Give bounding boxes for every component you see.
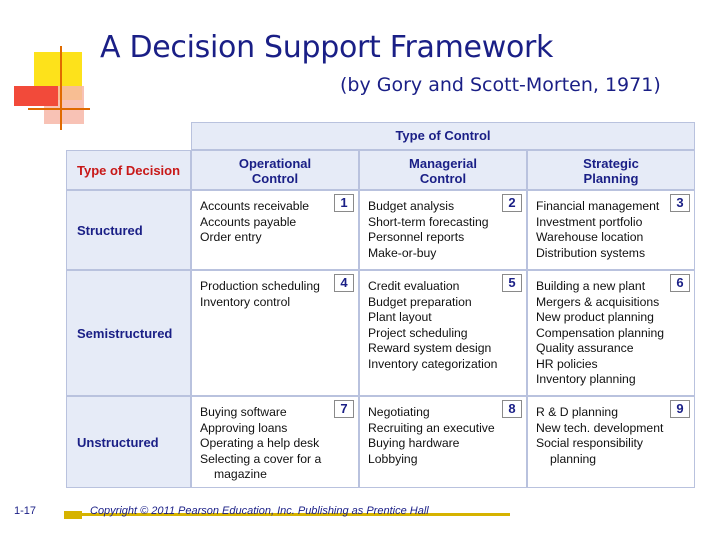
cell-item: Personnel reports bbox=[368, 230, 465, 244]
cell-6 bbox=[527, 270, 695, 396]
cell-item: New product planning bbox=[536, 310, 654, 324]
type-of-decision-header: Type of Decision bbox=[66, 150, 191, 190]
decorative-vertical-line bbox=[60, 46, 62, 130]
column-header-operational bbox=[191, 150, 359, 190]
cell-2 bbox=[359, 190, 527, 270]
cell-item: Accounts payable bbox=[200, 214, 297, 229]
cell-number-badge: 7 bbox=[334, 400, 354, 418]
cell-item: Social responsibility bbox=[536, 436, 644, 450]
cell-number-badge: 3 bbox=[670, 194, 690, 212]
cell-item: Inventory control bbox=[200, 294, 291, 309]
row-label-unstructured: Unstructured bbox=[66, 396, 191, 488]
copyright-text: Copyright © 2011 Pearson Education, Inc. Publishing as Prentice Hall bbox=[90, 505, 429, 517]
cell-9 bbox=[527, 396, 695, 488]
cell-item: HR policies bbox=[536, 356, 598, 371]
cell-1 bbox=[191, 190, 359, 270]
cell-item: Approving loans bbox=[200, 420, 288, 435]
cell-item: R & D planning bbox=[536, 405, 618, 419]
cell-item: Lobbying bbox=[368, 451, 418, 466]
cell-item: Operating a help desk bbox=[200, 436, 320, 450]
column-header-line: Managerial bbox=[409, 156, 477, 171]
cell-number-badge: 2 bbox=[502, 194, 522, 212]
decorative-horizontal-line bbox=[28, 108, 90, 110]
column-header-line: Strategic bbox=[583, 156, 639, 171]
cell-number-badge: 9 bbox=[670, 400, 690, 418]
cell-7 bbox=[191, 396, 359, 488]
cell-item: planning bbox=[550, 451, 597, 466]
column-header-line: Control bbox=[419, 171, 467, 186]
cell-item: Selecting a cover for a bbox=[200, 451, 322, 466]
cell-item: Reward system design bbox=[368, 341, 492, 355]
row-label-semistructured: Semistructured bbox=[66, 270, 191, 396]
cell-8 bbox=[359, 396, 527, 488]
type-of-control-header: Type of Control bbox=[191, 122, 695, 150]
cell-number-badge: 1 bbox=[334, 194, 354, 212]
cell-item: Compensation planning bbox=[536, 325, 665, 340]
cell-item: Short-term forecasting bbox=[368, 214, 489, 229]
cell-item: Budget preparation bbox=[368, 294, 472, 309]
cell-item: magazine bbox=[214, 467, 267, 481]
cell-item: Budget analysis bbox=[368, 199, 455, 213]
cell-item: Investment portfolio bbox=[536, 214, 643, 229]
cell-item: Credit evaluation bbox=[368, 279, 460, 293]
cell-item: Project scheduling bbox=[368, 325, 468, 340]
cell-item: Plant layout bbox=[368, 310, 432, 324]
column-header-line: Control bbox=[251, 171, 299, 186]
column-header-line: Planning bbox=[583, 171, 639, 186]
cell-item: Buying software bbox=[200, 405, 287, 419]
cell-item: Buying hardware bbox=[368, 436, 460, 450]
cell-number-badge: 6 bbox=[670, 274, 690, 292]
cell-5 bbox=[359, 270, 527, 396]
cell-item: Mergers & acquisitions bbox=[536, 294, 660, 309]
cell-item: Production scheduling bbox=[200, 279, 320, 293]
cell-number-badge: 8 bbox=[502, 400, 522, 418]
cell-item: Building a new plant bbox=[536, 279, 646, 293]
cell-item: Inventory planning bbox=[536, 372, 636, 386]
cell-item: Inventory categorization bbox=[368, 356, 498, 371]
slide-subtitle: (by Gory and Scott-Morten, 1971) bbox=[340, 74, 661, 96]
cell-number-badge: 4 bbox=[334, 274, 354, 292]
cell-item: Make-or-buy bbox=[368, 245, 437, 260]
column-header-line: Operational bbox=[238, 156, 312, 171]
cell-item: Negotiating bbox=[368, 405, 430, 419]
slide-title: A Decision Support Framework bbox=[100, 30, 554, 65]
row-label-structured: Structured bbox=[66, 190, 191, 270]
cell-item: Financial management bbox=[536, 199, 660, 213]
cell-3 bbox=[527, 190, 695, 270]
cell-4 bbox=[191, 270, 359, 396]
cell-item: Order entry bbox=[200, 230, 262, 244]
cell-item: New tech. development bbox=[536, 420, 664, 435]
page-number: 1-17 bbox=[14, 505, 37, 517]
cell-item: Warehouse location bbox=[536, 230, 644, 244]
column-header-strategic bbox=[527, 150, 695, 190]
cell-item: Recruiting an executive bbox=[368, 420, 495, 435]
cell-item: Quality assurance bbox=[536, 341, 634, 355]
cell-item: Accounts receivable bbox=[200, 199, 310, 213]
column-header-managerial bbox=[359, 150, 527, 190]
decorative-red-square bbox=[14, 86, 58, 106]
cell-number-badge: 5 bbox=[502, 274, 522, 292]
cell-item: Distribution systems bbox=[536, 245, 646, 260]
